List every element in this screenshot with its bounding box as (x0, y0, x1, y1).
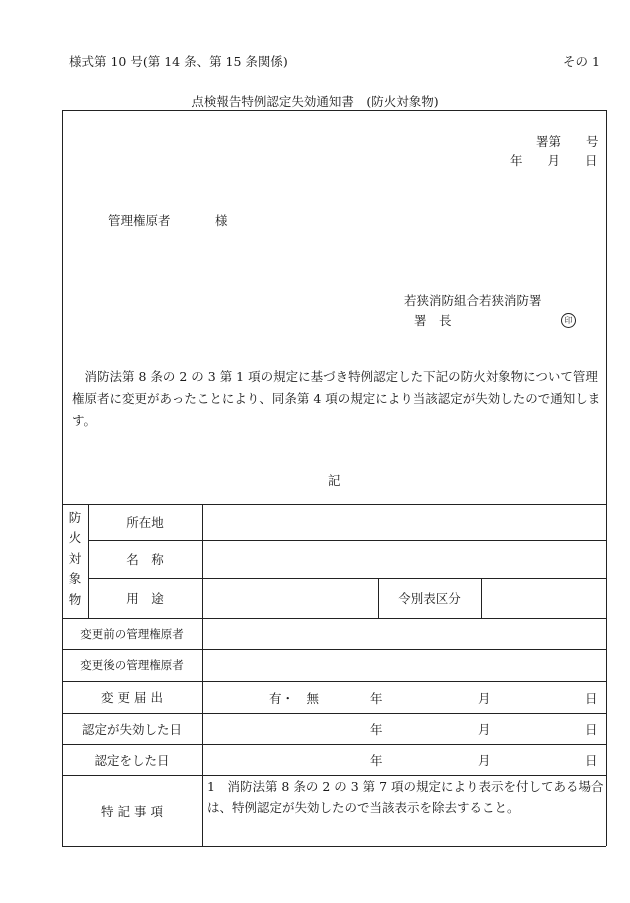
expired-month: 月 (478, 722, 491, 737)
new-owner-field[interactable] (203, 649, 606, 681)
ki-heading: 記 (328, 473, 341, 488)
certified-day: 日 (585, 753, 598, 768)
use-field[interactable] (203, 578, 378, 618)
special-notes-text: 1 消防法第 8 条の 2 の 3 第 7 項の規定により表示を付してある場合は、特例認定が失効したので当該表示を除去すること。 (207, 779, 604, 815)
issuer-organization: 若狭消防組合若狭消防署 (404, 293, 542, 308)
expired-day: 日 (585, 722, 598, 737)
change-notice-day: 日 (585, 691, 598, 706)
name-label: 名 称 (126, 552, 164, 567)
seal-icon: 印 (561, 313, 576, 328)
ordinance-class-field[interactable] (482, 578, 606, 618)
fire-object-group-label: 防 火 対 象 物 (68, 510, 82, 607)
change-notice-yes-no[interactable]: 有・ 無 (269, 691, 320, 706)
certified-date-label: 認定をした日 (94, 752, 170, 768)
recipient-honorific: 様 (215, 213, 228, 228)
seal-mark (561, 311, 576, 328)
location-field[interactable] (203, 504, 606, 540)
previous-owner-label: 変更前の管理権原者 (80, 626, 184, 641)
change-notice-year: 年 (370, 691, 383, 706)
notice-body: 消防法第 8 条の 2 の 3 第 1 項の規定に基づき特例認定した下記の防火対象物について管理権原者に変更があったことにより、同条第 4 項の規定により当該認定が失効したので通知します。 (72, 369, 601, 428)
document-title: 点検報告特例認定失効通知書 (防火対象物) (191, 94, 439, 109)
issuer-title: 署 長 (414, 313, 452, 328)
special-notes-label: 特 記 事 項 (101, 803, 163, 819)
location-label: 所在地 (126, 515, 164, 530)
form-number: 様式第 10 号(第 14 条、第 15 条関係) (69, 54, 288, 69)
recipient-label: 管理権原者 (108, 213, 171, 228)
use-label: 用 途 (126, 591, 164, 606)
certified-month: 月 (478, 753, 491, 768)
change-notice-month: 月 (478, 691, 491, 706)
page-label: その 1 (563, 54, 600, 69)
previous-owner-field[interactable] (203, 618, 606, 649)
name-field[interactable] (203, 540, 606, 578)
expired-year: 年 (370, 722, 383, 737)
new-owner-label: 変更後の管理権原者 (80, 658, 184, 672)
change-notice-label: 変 更 届 出 (101, 690, 163, 705)
ordinance-class-label: 令別表区分 (398, 591, 461, 606)
document-date: 年 月 日 (510, 153, 598, 168)
document-number: 署第 号 (536, 134, 599, 149)
certified-year: 年 (370, 753, 383, 768)
expired-date-label: 認定が失効した日 (81, 721, 182, 737)
